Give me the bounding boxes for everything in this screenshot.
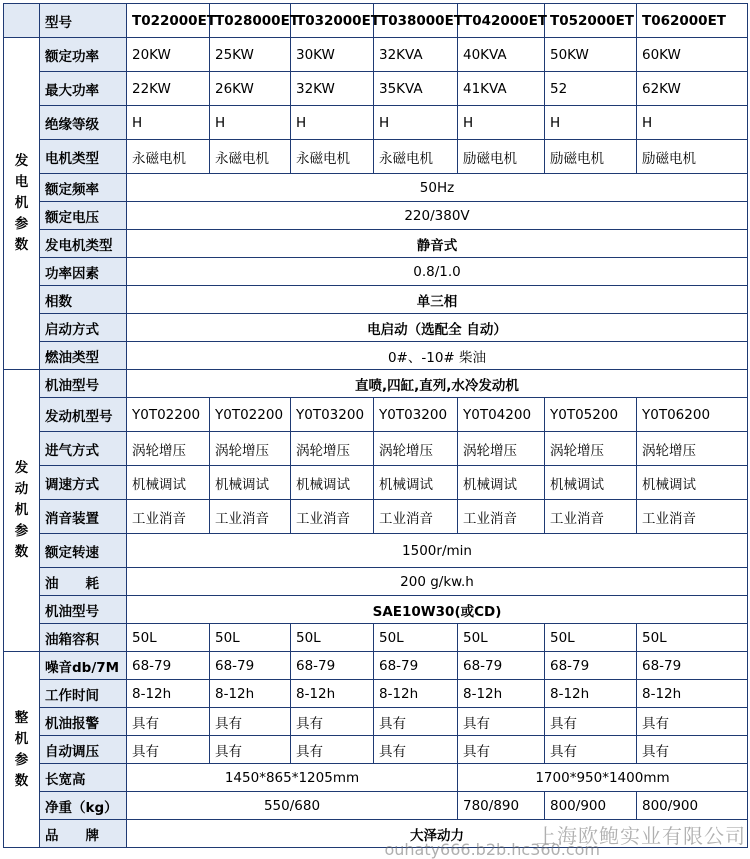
row-label: 品 牌 <box>40 820 127 848</box>
table-row <box>4 314 748 342</box>
table-row <box>4 106 748 140</box>
model-cell: T032000ET <box>291 4 374 38</box>
value-cell: 工业消音 <box>637 500 748 534</box>
value-cell: 8-12h <box>637 680 748 708</box>
model-cell: T042000ET <box>458 4 545 38</box>
value-cell: 永磁电机 <box>127 140 210 174</box>
value-cell: H <box>374 106 458 140</box>
value-cell: 永磁电机 <box>210 140 291 174</box>
value-cell: 50L <box>291 624 374 652</box>
value-cell: 工业消音 <box>458 500 545 534</box>
merged-value-cell: 0#、-10# 柴油 <box>127 342 748 370</box>
value-cell: 8-12h <box>127 680 210 708</box>
value-cell: 机械调试 <box>458 466 545 500</box>
merged-value-cell: 1500r/min <box>127 534 748 568</box>
merged-value-cell: 220/380V <box>127 202 748 230</box>
value-cell: 68-79 <box>545 652 637 680</box>
value-cell: 具有 <box>127 708 210 736</box>
model-cell: T052000ET <box>545 4 637 38</box>
table-row <box>4 174 748 202</box>
table-row <box>4 680 748 708</box>
row-label: 消音装置 <box>40 500 127 534</box>
section-title-generator: 发电机参数 <box>4 38 40 370</box>
value-cell: 68-79 <box>127 652 210 680</box>
value-cell: 25KW <box>210 38 291 72</box>
table-row <box>4 38 748 72</box>
value-cell: 涡轮增压 <box>374 432 458 466</box>
value-cell: Y0T02200 <box>210 398 291 432</box>
table-row <box>4 140 748 174</box>
value-cell: 50L <box>127 624 210 652</box>
value-cell: 60KW <box>637 38 748 72</box>
value-cell: 具有 <box>458 708 545 736</box>
row-label: 机油报警 <box>40 708 127 736</box>
merged-value-cell: 1450*865*1205mm <box>127 764 458 792</box>
row-label: 额定频率 <box>40 174 127 202</box>
value-cell: 工业消音 <box>127 500 210 534</box>
value-cell: Y0T03200 <box>291 398 374 432</box>
table-row <box>4 202 748 230</box>
row-label: 调速方式 <box>40 466 127 500</box>
value-cell: 52 <box>545 72 637 106</box>
value-cell: 永磁电机 <box>291 140 374 174</box>
merged-value-cell: 大泽动力 <box>127 820 748 848</box>
value-cell: 永磁电机 <box>374 140 458 174</box>
merged-value-cell: SAE10W30(或CD) <box>127 596 748 624</box>
row-label: 电机类型 <box>40 140 127 174</box>
value-cell: 涡轮增压 <box>545 432 637 466</box>
row-label: 进气方式 <box>40 432 127 466</box>
table-row <box>4 230 748 258</box>
value-cell: Y0T04200 <box>458 398 545 432</box>
row-label: 油箱容积 <box>40 624 127 652</box>
value-cell: Y0T06200 <box>637 398 748 432</box>
merged-value-cell: 0.8/1.0 <box>127 258 748 286</box>
table-row <box>4 258 748 286</box>
value-cell: 机械调试 <box>291 466 374 500</box>
model-cell: T062000ET <box>637 4 748 38</box>
value-cell: 780/890 <box>458 792 545 820</box>
value-cell: 具有 <box>291 736 374 764</box>
row-label: 型号 <box>40 4 127 38</box>
value-cell: H <box>637 106 748 140</box>
value-cell: 具有 <box>374 736 458 764</box>
value-cell: H <box>458 106 545 140</box>
value-cell: 涡轮增压 <box>637 432 748 466</box>
row-label: 启动方式 <box>40 314 127 342</box>
merged-value-cell: 电启动（选配全 自动） <box>127 314 748 342</box>
value-cell: 50L <box>545 624 637 652</box>
merged-value-cell: 50Hz <box>127 174 748 202</box>
row-label: 长宽高 <box>40 764 127 792</box>
merged-value-cell: 静音式 <box>127 230 748 258</box>
value-cell: 具有 <box>210 736 291 764</box>
merged-value-cell: 直喷,四缸,直列,水冷发动机 <box>127 370 748 398</box>
header-row <box>4 4 748 38</box>
value-cell: 30KW <box>291 38 374 72</box>
row-label: 机油型号 <box>40 596 127 624</box>
watermark-company: 上海欧鲍实业有限公司 <box>536 824 746 848</box>
value-cell: 工业消音 <box>210 500 291 534</box>
merged-value-cell: 200 g/kw.h <box>127 568 748 596</box>
row-label: 噪音db/7M <box>40 652 127 680</box>
value-cell: 工业消音 <box>545 500 637 534</box>
value-cell: 68-79 <box>637 652 748 680</box>
value-cell: Y0T03200 <box>374 398 458 432</box>
value-cell: 20KW <box>127 38 210 72</box>
value-cell: 具有 <box>127 736 210 764</box>
table-row <box>4 708 748 736</box>
value-cell: 50L <box>458 624 545 652</box>
value-cell: 机械调试 <box>637 466 748 500</box>
value-cell: 机械调试 <box>545 466 637 500</box>
model-cell: T028000ET <box>210 4 291 38</box>
value-cell: 68-79 <box>291 652 374 680</box>
value-cell: 22KW <box>127 72 210 106</box>
table-row <box>4 736 748 764</box>
value-cell: 工业消音 <box>291 500 374 534</box>
value-cell: 具有 <box>374 708 458 736</box>
value-cell: 励磁电机 <box>458 140 545 174</box>
value-cell: 26KW <box>210 72 291 106</box>
value-cell: 涡轮增压 <box>458 432 545 466</box>
merged-value-cell: 1700*950*1400mm <box>458 764 748 792</box>
row-label: 功率因素 <box>40 258 127 286</box>
model-cell: T022000ET <box>127 4 210 38</box>
value-cell: 62KW <box>637 72 748 106</box>
value-cell: 32KW <box>291 72 374 106</box>
value-cell: 励磁电机 <box>545 140 637 174</box>
value-cell: 具有 <box>637 708 748 736</box>
row-label: 发动机型号 <box>40 398 127 432</box>
value-cell: 8-12h <box>210 680 291 708</box>
value-cell: 8-12h <box>374 680 458 708</box>
value-cell: 涡轮增压 <box>291 432 374 466</box>
merged-value-cell: 550/680 <box>127 792 458 820</box>
value-cell: 8-12h <box>458 680 545 708</box>
table-row <box>4 500 748 534</box>
row-label: 额定转速 <box>40 534 127 568</box>
value-cell: 50L <box>637 624 748 652</box>
value-cell: H <box>127 106 210 140</box>
table-row <box>4 652 748 680</box>
table-row <box>4 370 748 398</box>
row-label: 工作时间 <box>40 680 127 708</box>
value-cell: H <box>545 106 637 140</box>
row-label: 自动调压 <box>40 736 127 764</box>
value-cell: Y0T05200 <box>545 398 637 432</box>
value-cell: 具有 <box>458 736 545 764</box>
table-row <box>4 432 748 466</box>
table-row <box>4 792 748 820</box>
value-cell: 机械调试 <box>127 466 210 500</box>
value-cell: 32KVA <box>374 38 458 72</box>
value-cell: 800/900 <box>545 792 637 820</box>
table-row <box>4 466 748 500</box>
table-row <box>4 286 748 314</box>
value-cell: 具有 <box>637 736 748 764</box>
merged-value-cell: 单三相 <box>127 286 748 314</box>
value-cell: H <box>291 106 374 140</box>
value-cell: 41KVA <box>458 72 545 106</box>
value-cell: 8-12h <box>291 680 374 708</box>
value-cell: 机械调试 <box>374 466 458 500</box>
table-row <box>4 764 748 792</box>
value-cell: 工业消音 <box>374 500 458 534</box>
row-label: 最大功率 <box>40 72 127 106</box>
value-cell: H <box>210 106 291 140</box>
value-cell: Y0T02200 <box>127 398 210 432</box>
watermark-url: ouhaty666.b2b.hc360.com <box>384 840 600 859</box>
model-cell: T038000ET <box>374 4 458 38</box>
value-cell: 涡轮增压 <box>210 432 291 466</box>
section-title-machine: 整机参数 <box>4 652 40 848</box>
spec-table <box>3 3 748 848</box>
table-row <box>4 624 748 652</box>
value-cell: 50L <box>374 624 458 652</box>
value-cell: 68-79 <box>374 652 458 680</box>
table-row <box>4 72 748 106</box>
table-row <box>4 398 748 432</box>
row-label: 额定功率 <box>40 38 127 72</box>
table-row <box>4 534 748 568</box>
value-cell: 具有 <box>545 708 637 736</box>
section-title-engine: 发动机参数 <box>4 370 40 652</box>
value-cell: 励磁电机 <box>637 140 748 174</box>
table-row <box>4 342 748 370</box>
row-label: 绝缘等级 <box>40 106 127 140</box>
value-cell: 50KW <box>545 38 637 72</box>
row-label: 净重（kg） <box>40 792 127 820</box>
value-cell: 具有 <box>545 736 637 764</box>
value-cell: 68-79 <box>210 652 291 680</box>
value-cell: 68-79 <box>458 652 545 680</box>
row-label: 燃油类型 <box>40 342 127 370</box>
value-cell: 8-12h <box>545 680 637 708</box>
row-label: 额定电压 <box>40 202 127 230</box>
value-cell: 35KVA <box>374 72 458 106</box>
table-row <box>4 568 748 596</box>
row-label: 发电机类型 <box>40 230 127 258</box>
row-label: 相数 <box>40 286 127 314</box>
row-label: 机油型号 <box>40 370 127 398</box>
row-label: 油 耗 <box>40 568 127 596</box>
value-cell: 50L <box>210 624 291 652</box>
value-cell: 800/900 <box>637 792 748 820</box>
corner-cell <box>4 4 40 38</box>
value-cell: 40KVA <box>458 38 545 72</box>
value-cell: 具有 <box>210 708 291 736</box>
table-row <box>4 596 748 624</box>
value-cell: 具有 <box>291 708 374 736</box>
value-cell: 机械调试 <box>210 466 291 500</box>
value-cell: 涡轮增压 <box>127 432 210 466</box>
